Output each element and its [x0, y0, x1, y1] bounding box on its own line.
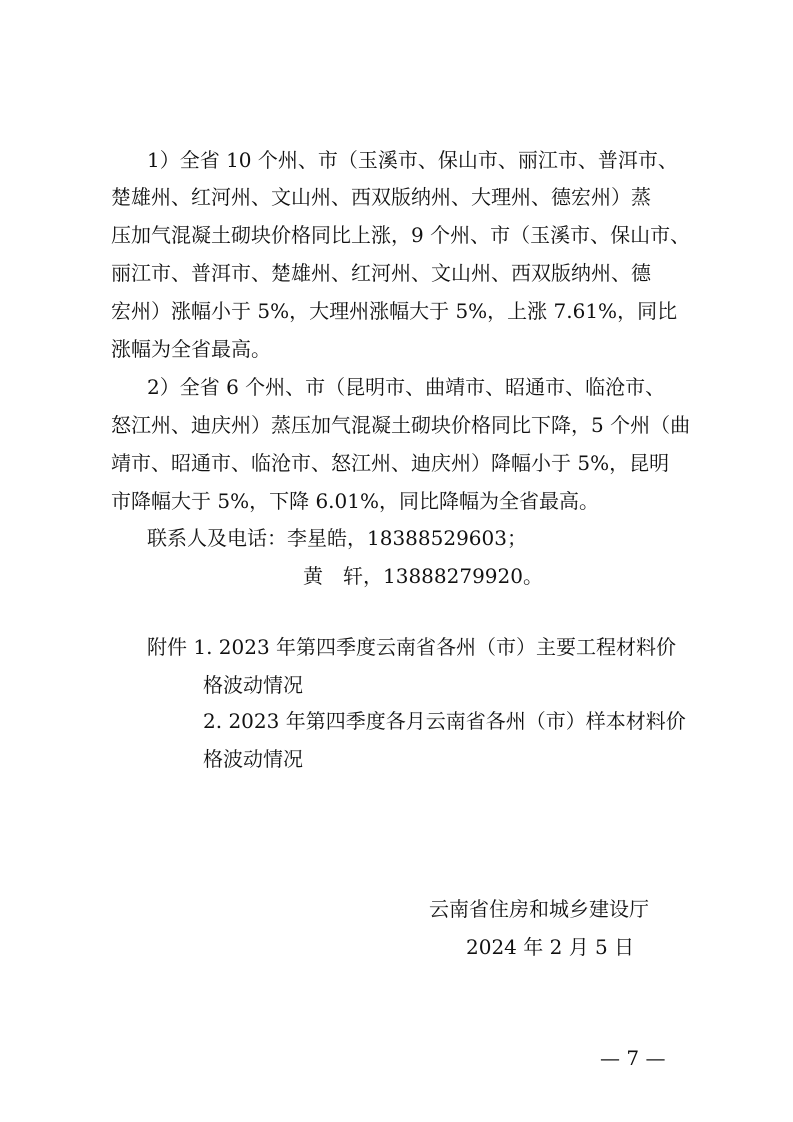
contact-line-1: 联系人及电话：李星皓，18388529603；: [147, 526, 527, 550]
attachment-2-line-1: 2. 2023 年第四季度各月云南省各州（市）样本材料价: [203, 709, 686, 733]
attachment-1-line-1: 附件 1. 2023 年第四季度云南省各州（市）主要工程材料价: [147, 635, 677, 659]
paragraph-2-line-1: 2）全省 6 个州、市（昆明市、曲靖市、昭通市、临沧市、: [147, 375, 666, 399]
issuer-name: 云南省住房和城乡建设厅: [429, 897, 649, 921]
paragraph-1-line-5: 宏州）涨幅小于 5%，大理州涨幅大于 5%，上涨 7.61%，同比: [111, 299, 678, 323]
paragraph-2-line-4: 市降幅大于 5%，下降 6.01%，同比降幅为全省最高。: [111, 489, 599, 513]
issue-date: 2024 年 2 月 5 日: [466, 935, 635, 959]
attachment-2-line-2: 格波动情况: [203, 747, 303, 771]
paragraph-2-line-2: 怒江州、迪庆州）蒸压加气混凝土砌块价格同比下降，5 个州（曲: [111, 413, 691, 437]
paragraph-1-line-6: 涨幅为全省最高。: [111, 337, 271, 361]
paragraph-1-line-4: 丽江市、普洱市、楚雄州、红河州、文山州、西双版纳州、德: [111, 261, 651, 285]
page-number: — 7 —: [600, 1046, 666, 1070]
paragraph-1-line-1: 1）全省 10 个州、市（玉溪市、保山市、丽江市、普洱市、: [147, 148, 678, 172]
paragraph-2-line-3: 靖市、昭通市、临沧市、怒江州、迪庆州）降幅小于 5%，昆明: [111, 451, 670, 475]
attachment-1-line-2: 格波动情况: [203, 673, 303, 697]
contact-line-2: 黄 轩，13888279920。: [303, 564, 543, 588]
paragraph-1-line-3: 压加气混凝土砌块价格同比上涨，9 个州、市（玉溪市、保山市、: [111, 223, 691, 247]
paragraph-1-line-2: 楚雄州、红河州、文山州、西双版纳州、大理州、德宏州）蒸: [111, 185, 651, 209]
